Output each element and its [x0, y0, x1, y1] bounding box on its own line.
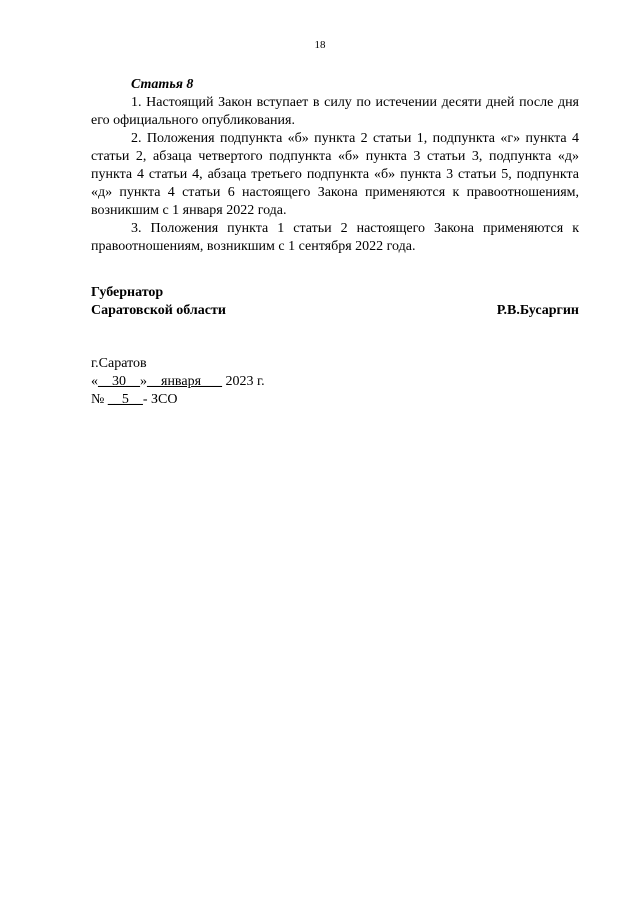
date-line	[91, 373, 391, 391]
article-paragraph-3: 3. Положения пункта 1 статьи 2 настоящего Закона применяются к правоотношениям, возникшим с 1 сентября 2022 года.	[91, 221, 579, 254]
date-month: __января___	[147, 374, 223, 389]
document-footer	[91, 355, 391, 409]
page-number: 18	[314, 39, 326, 51]
number-line	[91, 391, 391, 409]
article-paragraph-2: 2. Положения подпункта «б» пункта 2 статьи 1, подпункта «г» пункта 4 статьи 2, абзаца четвертого подпункта «б» пункта 3 статьи 3, подпункта «д» пункта 4 статьи 4, абзаца третьего подпункта «б» пункта 3 статьи 5, подпункта «д» пункта 4 статьи 6 настоящего Закона применяются к правоотношениям, возникшим с 1 января 2022 года.	[91, 131, 579, 218]
number-prefix: №	[91, 392, 108, 407]
signature-row	[91, 302, 579, 320]
signer-name: Р.В.Бусаргин	[496, 303, 579, 318]
date-year: 2023 г.	[222, 374, 265, 389]
article-content	[91, 76, 579, 256]
signature-block	[91, 284, 579, 320]
signer-position-line2: Саратовской области	[91, 303, 226, 318]
signer-position-line1: Губернатор	[91, 285, 164, 300]
date-day: __30__	[98, 374, 140, 389]
date-open-quote: «	[91, 374, 98, 389]
number-suffix: - ЗСО	[142, 392, 178, 407]
number-value: __5__	[107, 392, 143, 407]
date-close-quote: »	[140, 374, 147, 389]
article-paragraph-1: 1. Настоящий Закон вступает в силу по истечении десяти дней после дня его официального опубликования.	[91, 95, 579, 128]
article-title: Статья 8	[131, 77, 194, 92]
city-line: г.Саратов	[91, 356, 147, 371]
